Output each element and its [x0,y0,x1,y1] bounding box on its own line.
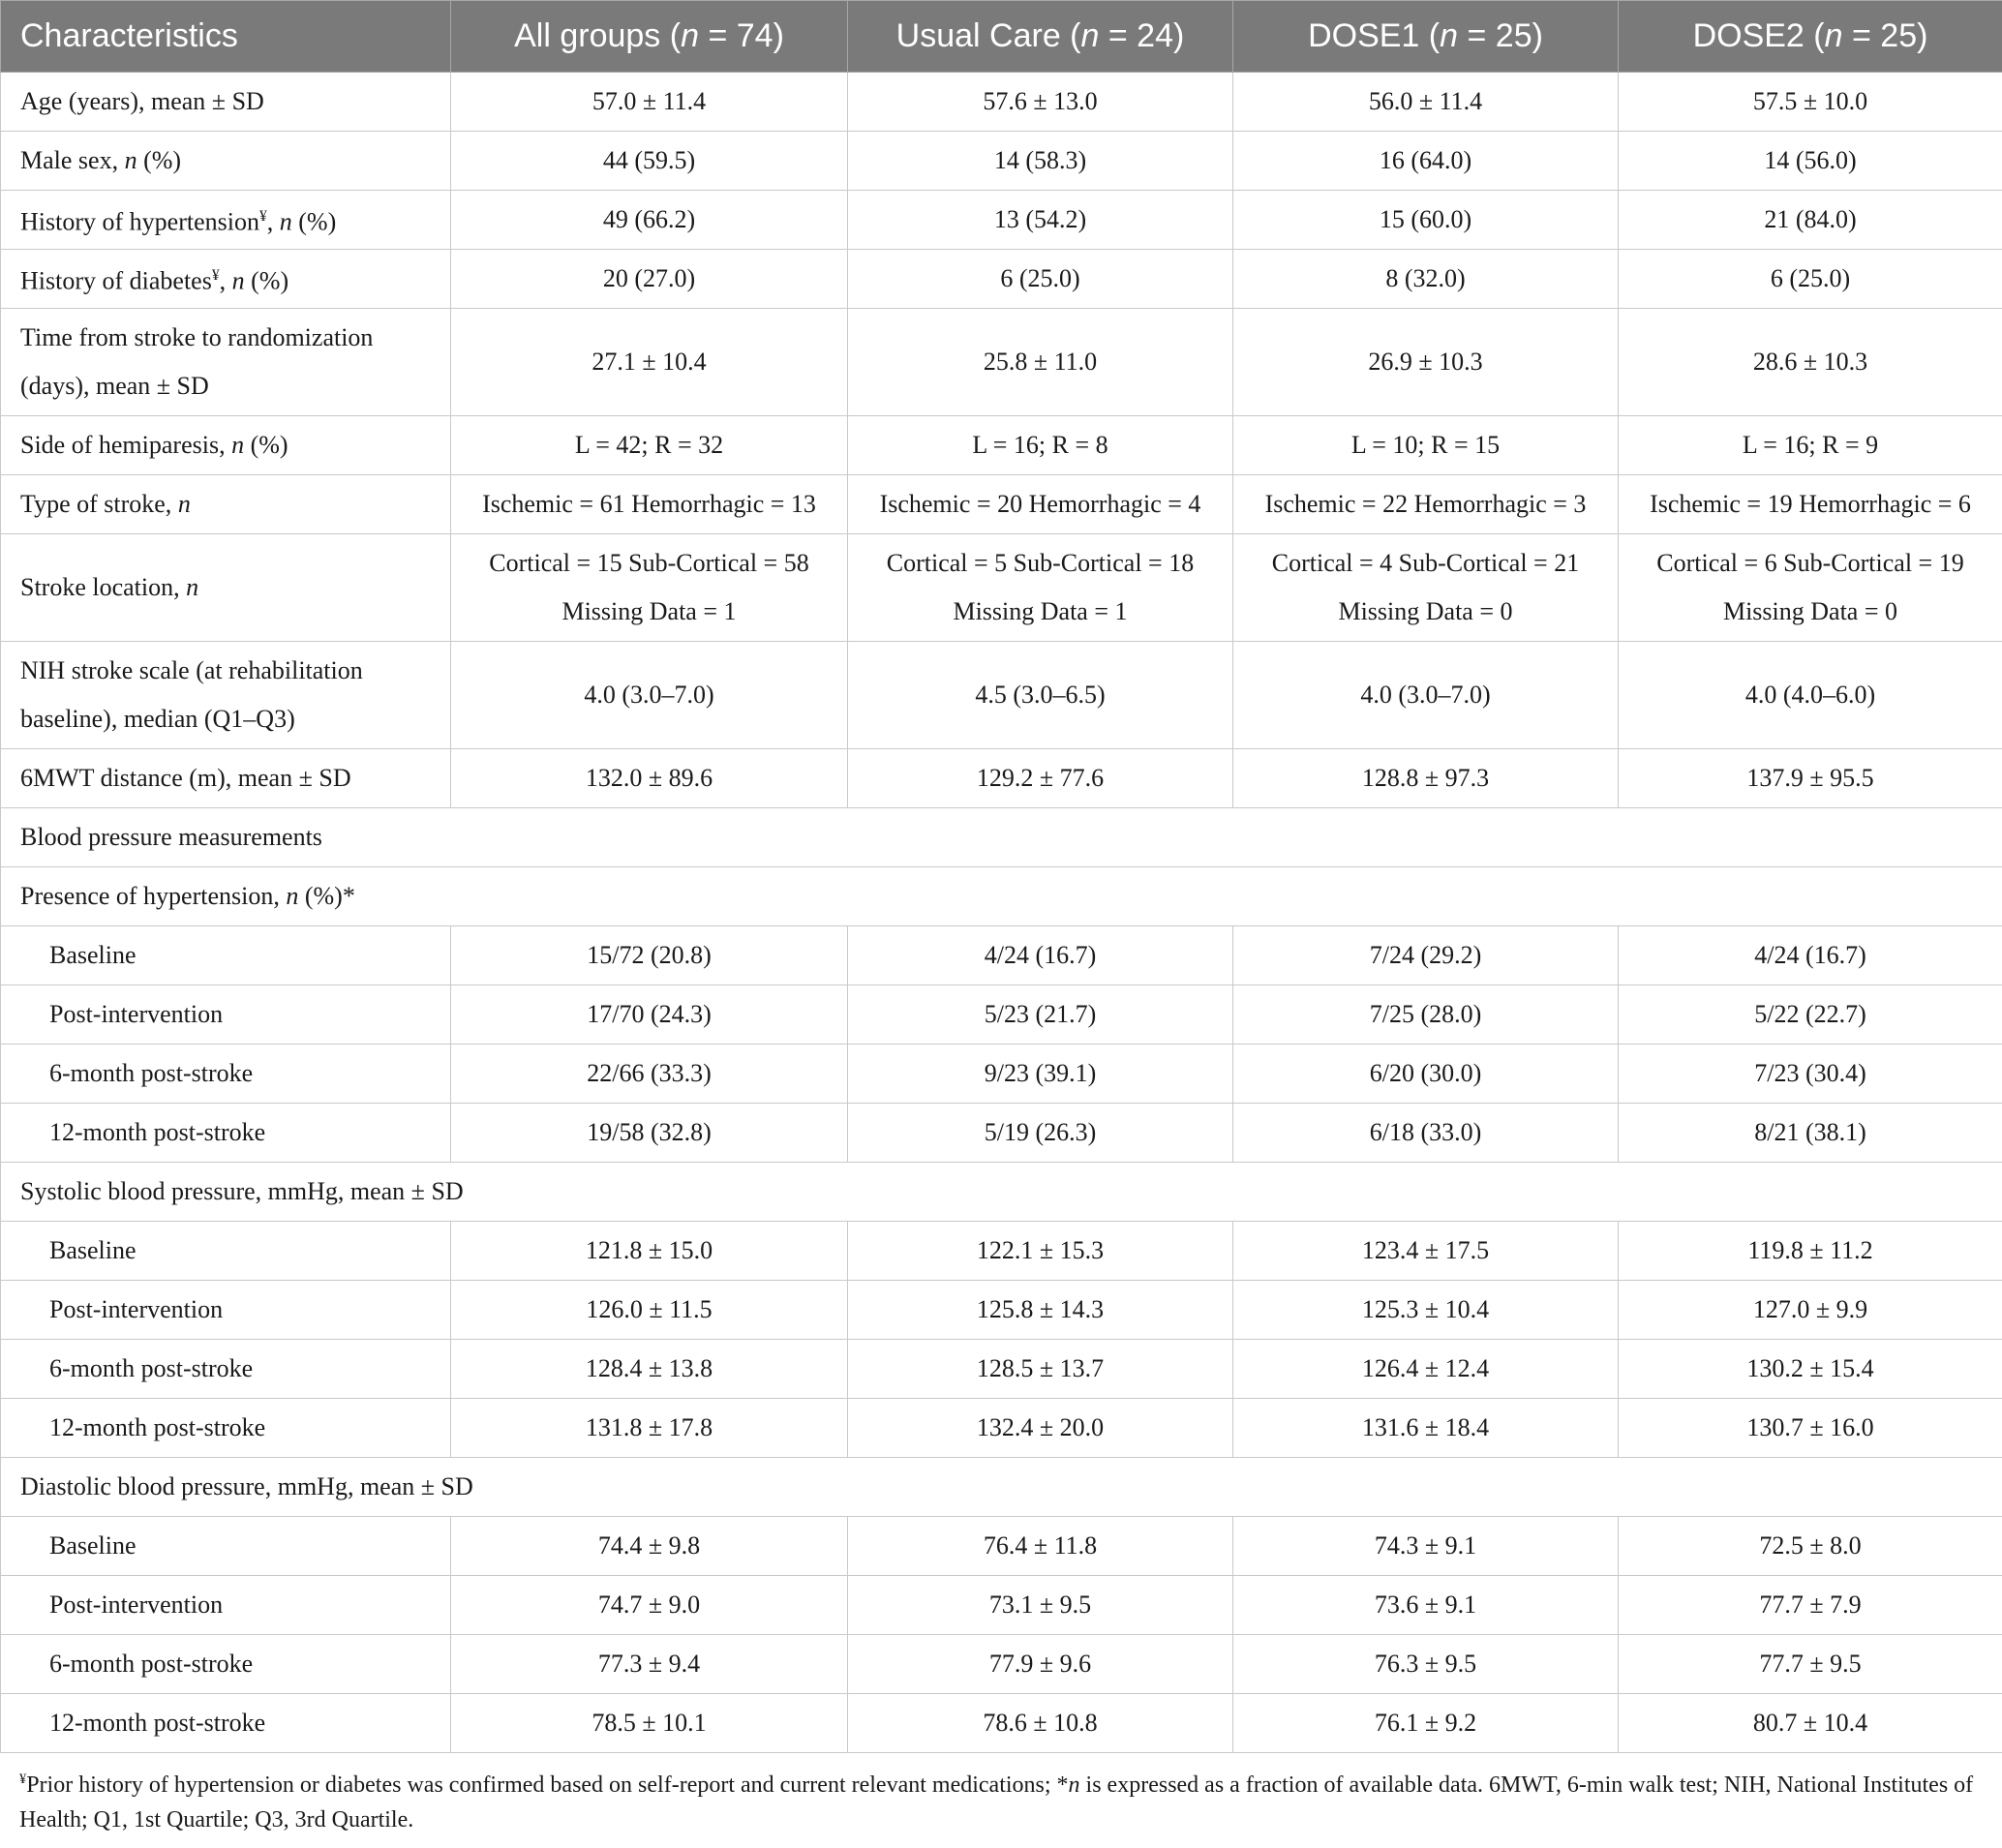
row-label: Side of hemiparesis, n (%) [1,416,451,475]
table-row [1,926,2002,985]
table-row [1,1045,2002,1104]
cell-dose2: 14 (56.0) [1619,132,2002,191]
cell-dose1: 128.8 ± 97.3 [1233,749,1619,808]
cell-usual: 14 (58.3) [848,132,1233,191]
cell-all: 4.0 (3.0–7.0) [451,642,848,749]
cell-usual: 4/24 (16.7) [848,926,1233,985]
cell-dose2: L = 16; R = 9 [1619,416,2002,475]
row-label: Age (years), mean ± SD [1,73,451,132]
row-label: 6-month post-stroke [1,1340,451,1399]
table-row-stroke-location [1,534,2002,642]
cell-dose2: 6 (25.0) [1619,250,2002,309]
row-label: Post-intervention [1,985,451,1045]
table-row-hemiparesis-side [1,416,2002,475]
row-label: 12-month post-stroke [1,1399,451,1458]
cell-usual: Cortical = 5 Sub-Cortical = 18 Missing Data = 1 [848,534,1233,642]
cell-dose2: 28.6 ± 10.3 [1619,309,2002,416]
cell-dose1: 6/20 (30.0) [1233,1045,1619,1104]
header-characteristics: Characteristics [1,1,451,73]
cell-dose1: 125.3 ± 10.4 [1233,1281,1619,1340]
cell-all: 19/58 (32.8) [451,1104,848,1163]
row-label: 6-month post-stroke [1,1635,451,1694]
cell-all: 49 (66.2) [451,191,848,250]
section-row-blood-pressure [1,808,2002,867]
cell-all: 74.4 ± 9.8 [451,1517,848,1576]
cell-usual: 125.8 ± 14.3 [848,1281,1233,1340]
cell-dose2: 80.7 ± 10.4 [1619,1694,2002,1753]
cell-dose2: 21 (84.0) [1619,191,2002,250]
row-label: 12-month post-stroke [1,1694,451,1753]
table-row [1,985,2002,1045]
cell-usual: 73.1 ± 9.5 [848,1576,1233,1635]
cell-dose2: Ischemic = 19 Hemorrhagic = 6 [1619,475,2002,534]
cell-all: 78.5 ± 10.1 [451,1694,848,1753]
section-row-systolic [1,1163,2002,1222]
cell-dose2: 72.5 ± 8.0 [1619,1517,2002,1576]
table-row-nih-stroke-scale [1,642,2002,749]
cell-usual: 25.8 ± 11.0 [848,309,1233,416]
cell-dose2: 119.8 ± 11.2 [1619,1222,2002,1281]
cell-dose1: Ischemic = 22 Hemorrhagic = 3 [1233,475,1619,534]
cell-all: 20 (27.0) [451,250,848,309]
table-row-stroke-type [1,475,2002,534]
cell-dose2: 130.2 ± 15.4 [1619,1340,2002,1399]
cell-dose1: 73.6 ± 9.1 [1233,1576,1619,1635]
cell-dose2: 7/23 (30.4) [1619,1045,2002,1104]
cell-dose1: L = 10; R = 15 [1233,416,1619,475]
cell-all: 22/66 (33.3) [451,1045,848,1104]
cell-dose2: Cortical = 6 Sub-Cortical = 19 Missing Data = 0 [1619,534,2002,642]
header-usual-care: Usual Care (n = 24) [848,1,1233,73]
table-row [1,1399,2002,1458]
header-dose1: DOSE1 (n = 25) [1233,1,1619,73]
cell-dose1: 131.6 ± 18.4 [1233,1399,1619,1458]
cell-usual: 5/23 (21.7) [848,985,1233,1045]
cell-all: 126.0 ± 11.5 [451,1281,848,1340]
row-label: Male sex, n (%) [1,132,451,191]
table-row-hypertension-history [1,191,2002,250]
cell-usual: 78.6 ± 10.8 [848,1694,1233,1753]
section-title: Presence of hypertension, n (%)* [1,867,2002,926]
table-row [1,1340,2002,1399]
cell-dose1: 4.0 (3.0–7.0) [1233,642,1619,749]
cell-dose1: 26.9 ± 10.3 [1233,309,1619,416]
section-title: Blood pressure measurements [1,808,2002,867]
cell-usual: 4.5 (3.0–6.5) [848,642,1233,749]
cell-usual: 13 (54.2) [848,191,1233,250]
cell-dose2: 127.0 ± 9.9 [1619,1281,2002,1340]
cell-dose2: 77.7 ± 7.9 [1619,1576,2002,1635]
row-label: History of hypertension¥, n (%) [1,191,451,250]
header-all-groups: All groups (n = 74) [451,1,848,73]
cell-dose1: 76.3 ± 9.5 [1233,1635,1619,1694]
cell-all: Cortical = 15 Sub-Cortical = 58 Missing Data = 1 [451,534,848,642]
cell-usual: 132.4 ± 20.0 [848,1399,1233,1458]
cell-dose1: 126.4 ± 12.4 [1233,1340,1619,1399]
table-row-diabetes-history [1,250,2002,309]
table-row [1,1694,2002,1753]
cell-dose1: 15 (60.0) [1233,191,1619,250]
table-row [1,1222,2002,1281]
row-label: Baseline [1,1222,451,1281]
cell-usual: 76.4 ± 11.8 [848,1517,1233,1576]
header-dose2: DOSE2 (n = 25) [1619,1,2002,73]
cell-usual: 57.6 ± 13.0 [848,73,1233,132]
table-row [1,1517,2002,1576]
cell-all: 121.8 ± 15.0 [451,1222,848,1281]
cell-dose2: 4.0 (4.0–6.0) [1619,642,2002,749]
row-label: 12-month post-stroke [1,1104,451,1163]
cell-dose1: 16 (64.0) [1233,132,1619,191]
cell-dose2: 5/22 (22.7) [1619,985,2002,1045]
table-header-row [1,1,2002,73]
cell-usual: 129.2 ± 77.6 [848,749,1233,808]
cell-all: 27.1 ± 10.4 [451,309,848,416]
cell-usual: 128.5 ± 13.7 [848,1340,1233,1399]
cell-usual: 122.1 ± 15.3 [848,1222,1233,1281]
cell-all: 128.4 ± 13.8 [451,1340,848,1399]
table-row-time-to-randomization [1,309,2002,416]
cell-all: 74.7 ± 9.0 [451,1576,848,1635]
cell-dose1: 74.3 ± 9.1 [1233,1517,1619,1576]
cell-usual: 9/23 (39.1) [848,1045,1233,1104]
cell-dose2: 8/21 (38.1) [1619,1104,2002,1163]
cell-dose2: 57.5 ± 10.0 [1619,73,2002,132]
table-row [1,1104,2002,1163]
cell-all: 132.0 ± 89.6 [451,749,848,808]
row-label: Baseline [1,1517,451,1576]
cell-dose1: 76.1 ± 9.2 [1233,1694,1619,1753]
cell-usual: L = 16; R = 8 [848,416,1233,475]
section-row-diastolic [1,1458,2002,1517]
cell-dose1: 56.0 ± 11.4 [1233,73,1619,132]
row-label: 6-month post-stroke [1,1045,451,1104]
section-row-presence-hypertension [1,867,2002,926]
cell-dose1: 6/18 (33.0) [1233,1104,1619,1163]
table-footnote: ¥Prior history of hypertension or diabetes was confirmed based on self-report and current relevant medications; *n is expressed as a fraction of available data. 6MWT, 6-min walk test; NIH, National Institutes of Health; Q1, 1st Quartile; Q3, 3rd Quartile. [19,1772,1974,1833]
cell-all: 57.0 ± 11.4 [451,73,848,132]
section-title: Diastolic blood pressure, mmHg, mean ± SD [1,1458,2002,1517]
table-row-6mwt [1,749,2002,808]
row-label: NIH stroke scale (at rehabilitation baseline), median (Q1–Q3) [1,642,451,749]
cell-dose2: 130.7 ± 16.0 [1619,1399,2002,1458]
cell-dose1: 7/25 (28.0) [1233,985,1619,1045]
cell-dose1: 7/24 (29.2) [1233,926,1619,985]
cell-all: 77.3 ± 9.4 [451,1635,848,1694]
cell-dose1: 123.4 ± 17.5 [1233,1222,1619,1281]
row-label: Post-intervention [1,1576,451,1635]
row-label: Stroke location, n [1,534,451,642]
row-label: History of diabetes¥, n (%) [1,250,451,309]
row-label: Baseline [1,926,451,985]
section-title: Systolic blood pressure, mmHg, mean ± SD [1,1163,2002,1222]
row-label: Post-intervention [1,1281,451,1340]
table-row [1,1576,2002,1635]
cell-all: 44 (59.5) [451,132,848,191]
cell-usual: 77.9 ± 9.6 [848,1635,1233,1694]
cell-usual: 6 (25.0) [848,250,1233,309]
cell-all: L = 42; R = 32 [451,416,848,475]
row-label: 6MWT distance (m), mean ± SD [1,749,451,808]
cell-all: 15/72 (20.8) [451,926,848,985]
cell-all: Ischemic = 61 Hemorrhagic = 13 [451,475,848,534]
cell-usual: 5/19 (26.3) [848,1104,1233,1163]
cell-dose1: Cortical = 4 Sub-Cortical = 21 Missing Data = 0 [1233,534,1619,642]
cell-all: 131.8 ± 17.8 [451,1399,848,1458]
cell-dose2: 77.7 ± 9.5 [1619,1635,2002,1694]
table-row [1,1281,2002,1340]
table-row-age [1,73,2002,132]
table-row-male-sex [1,132,2002,191]
cell-dose1: 8 (32.0) [1233,250,1619,309]
table-row [1,1635,2002,1694]
cell-all: 17/70 (24.3) [451,985,848,1045]
row-label: Time from stroke to randomization (days), mean ± SD [1,309,451,416]
cell-usual: Ischemic = 20 Hemorrhagic = 4 [848,475,1233,534]
cell-dose2: 137.9 ± 95.5 [1619,749,2002,808]
cell-dose2: 4/24 (16.7) [1619,926,2002,985]
row-label: Type of stroke, n [1,475,451,534]
